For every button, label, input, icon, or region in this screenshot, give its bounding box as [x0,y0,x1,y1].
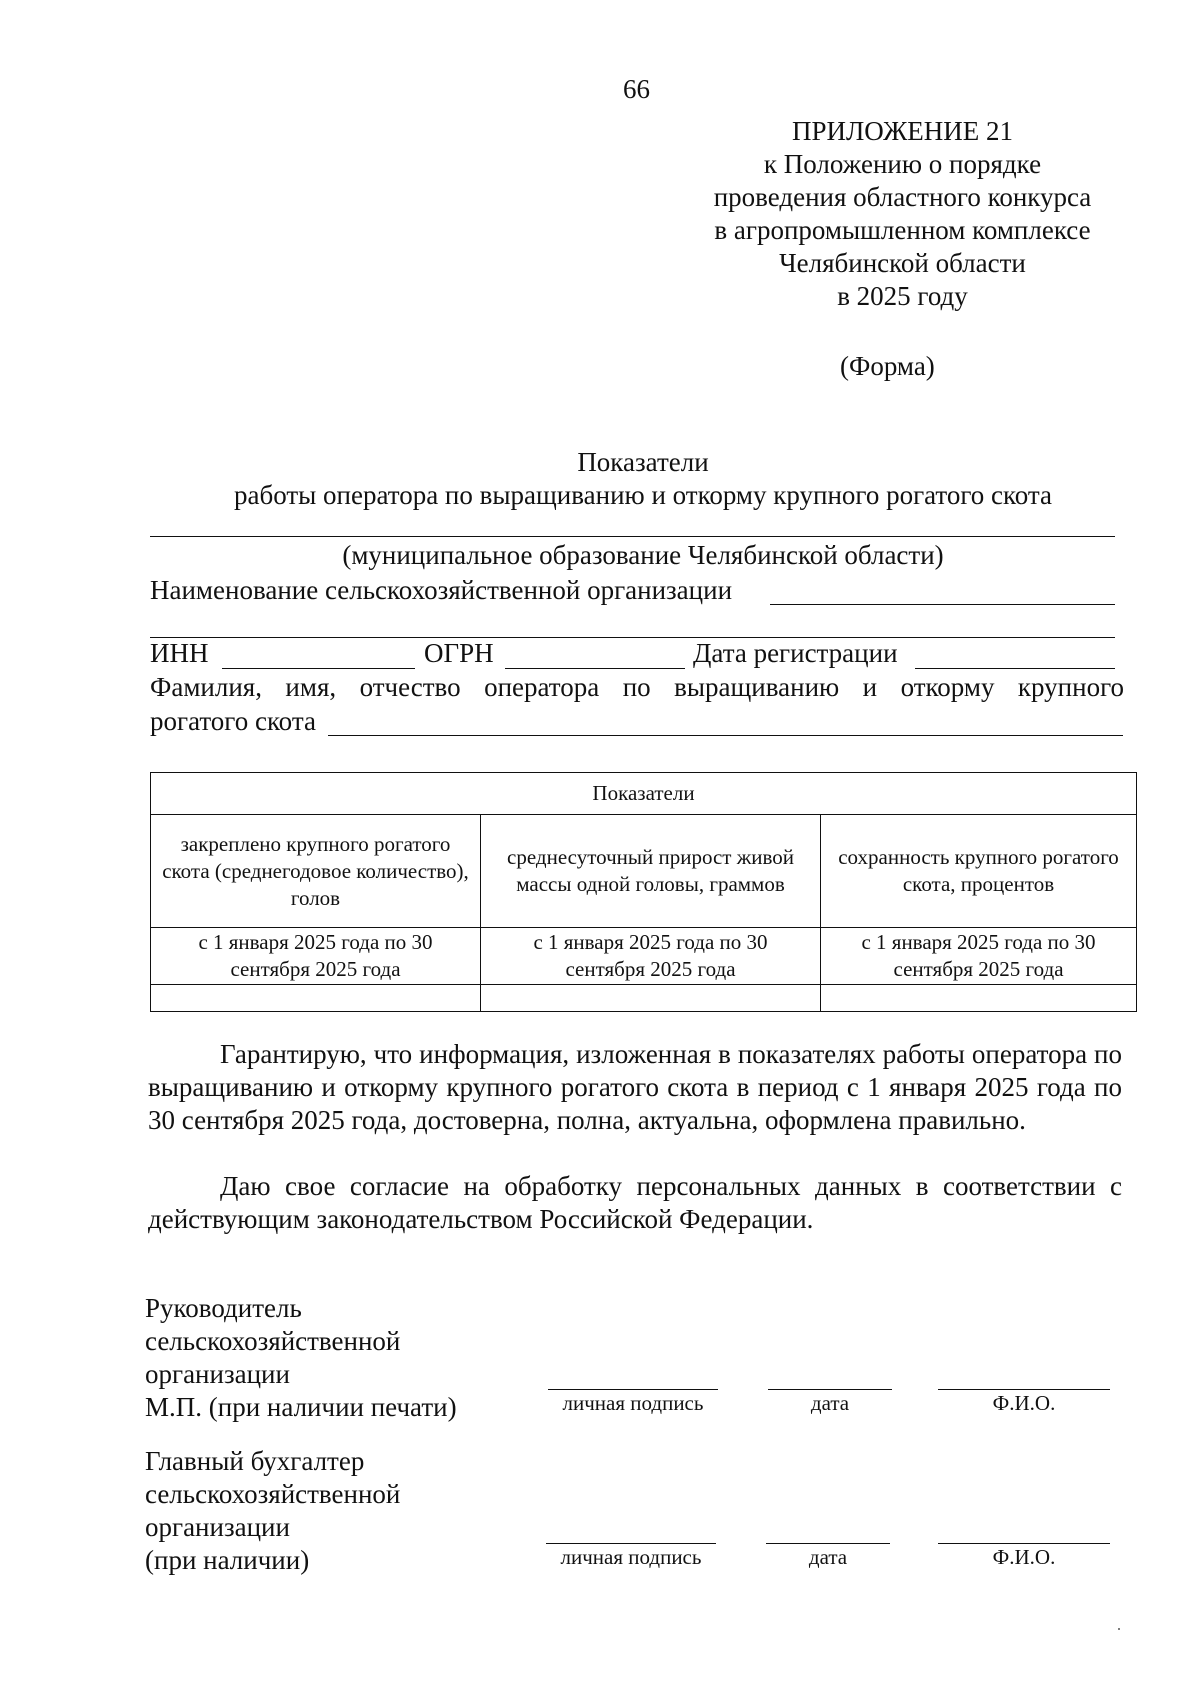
appendix-reference-line: в 2025 году [837,281,968,311]
value-cell-survival[interactable] [821,985,1137,1012]
role-line: организации [145,1512,290,1542]
org-name-continuation-line[interactable] [150,637,1115,638]
reg-date-label: Дата регистрации [693,638,898,668]
org-name-label: Наименование сельскохозяйственной организации [150,575,733,605]
inn-label: ИНН [150,638,209,668]
municipality-caption: (муниципальное образование Челябинской области) [342,540,944,570]
ogrn-label: ОГРН [424,638,494,668]
appendix-reference-line: проведения областного конкурса [713,182,1092,212]
org-name-input-line[interactable] [770,604,1115,605]
operator-label-line1: Фамилия, имя, отчество оператора по выращиванию и откорму крупного [150,672,1124,702]
title-line: работы оператора по выращиванию и откорму крупного рогатого скота [233,480,1053,510]
head-signature-role [145,1292,457,1424]
guarantee-statement: Гарантирую, что информация, изложенная в показателях работы оператора по выращиванию и откорму крупного рогатого скота в период с 1 января 2025 года по 30 сентября 2025 года, достоверна, полна, актуальна, оформлена правильно. [148,1039,1122,1135]
table-group-header: Показатели [151,773,1137,815]
table-value-row [151,985,1137,1012]
period-cell: с 1 января 2025 года по 30 сентября 2025 года [821,928,1137,985]
role-line: Главный бухгалтер [145,1446,365,1476]
inn-input-line[interactable] [222,668,415,669]
appendix-header [650,115,1155,313]
column-header-cattle-count: закреплено крупного рогатого скота (среднегодовое количество), голов [151,815,481,928]
appendix-reference-line: в агропромышленном комплексе [714,215,1091,245]
consent-statement: Даю свое согласие на обработку персональных данных в соответствии с действующим законодательством Российской Федерации. [148,1171,1122,1234]
column-header-daily-gain: среднесуточный прирост живой массы одной головы, граммов [481,815,821,928]
period-cell: с 1 января 2025 года по 30 сентября 2025 года [481,928,821,985]
title-line: Показатели [577,447,709,477]
head-date-line[interactable] [768,1389,892,1390]
value-cell-daily-gain[interactable] [481,985,821,1012]
page-number: 66 [623,74,650,104]
period-cell: с 1 января 2025 года по 30 сентября 2025 года [151,928,481,985]
role-line: организации [145,1359,290,1389]
column-header-survival: сохранность крупного рогатого скота, процентов [821,815,1137,928]
accountant-signature-role [145,1445,400,1577]
signature-caption: личная подпись [560,1545,702,1569]
accountant-name-line[interactable] [938,1543,1110,1544]
appendix-title: ПРИЛОЖЕНИЕ 21 [791,116,1014,146]
table-period-row [151,928,1137,985]
operator-name-input-line[interactable] [328,735,1123,736]
head-name-line[interactable] [938,1389,1110,1390]
name-caption: Ф.И.О. [992,1391,1056,1415]
table-column-header-row [151,815,1137,928]
appendix-reference-line: к Положению о порядке [763,149,1042,179]
role-line: (при наличии) [145,1545,310,1575]
operator-label-line2: рогатого скота [150,706,316,736]
document-title [150,446,1136,512]
ogrn-input-line[interactable] [505,668,685,669]
date-caption: дата [808,1545,848,1569]
head-signature-line[interactable] [548,1389,718,1390]
appendix-reference-line: Челябинской области [779,248,1026,278]
accountant-date-line[interactable] [766,1543,890,1544]
municipality-input-line[interactable] [150,536,1115,537]
name-caption: Ф.И.О. [992,1545,1056,1569]
role-line: М.П. (при наличии печати) [145,1392,457,1422]
reg-date-input-line[interactable] [915,668,1115,669]
table-header-row [151,773,1137,815]
accountant-signature-line[interactable] [546,1543,716,1544]
form-label: (Форма) [840,351,935,381]
role-line: сельскохозяйственной [145,1326,401,1356]
value-cell-cattle-count[interactable] [151,985,481,1012]
role-line: Руководитель [145,1293,302,1323]
role-line: сельскохозяйственной [145,1479,401,1509]
indicators-table [150,772,1137,1012]
signature-caption: личная подпись [562,1391,704,1415]
scan-speck [1118,1628,1120,1630]
date-caption: дата [810,1391,850,1415]
